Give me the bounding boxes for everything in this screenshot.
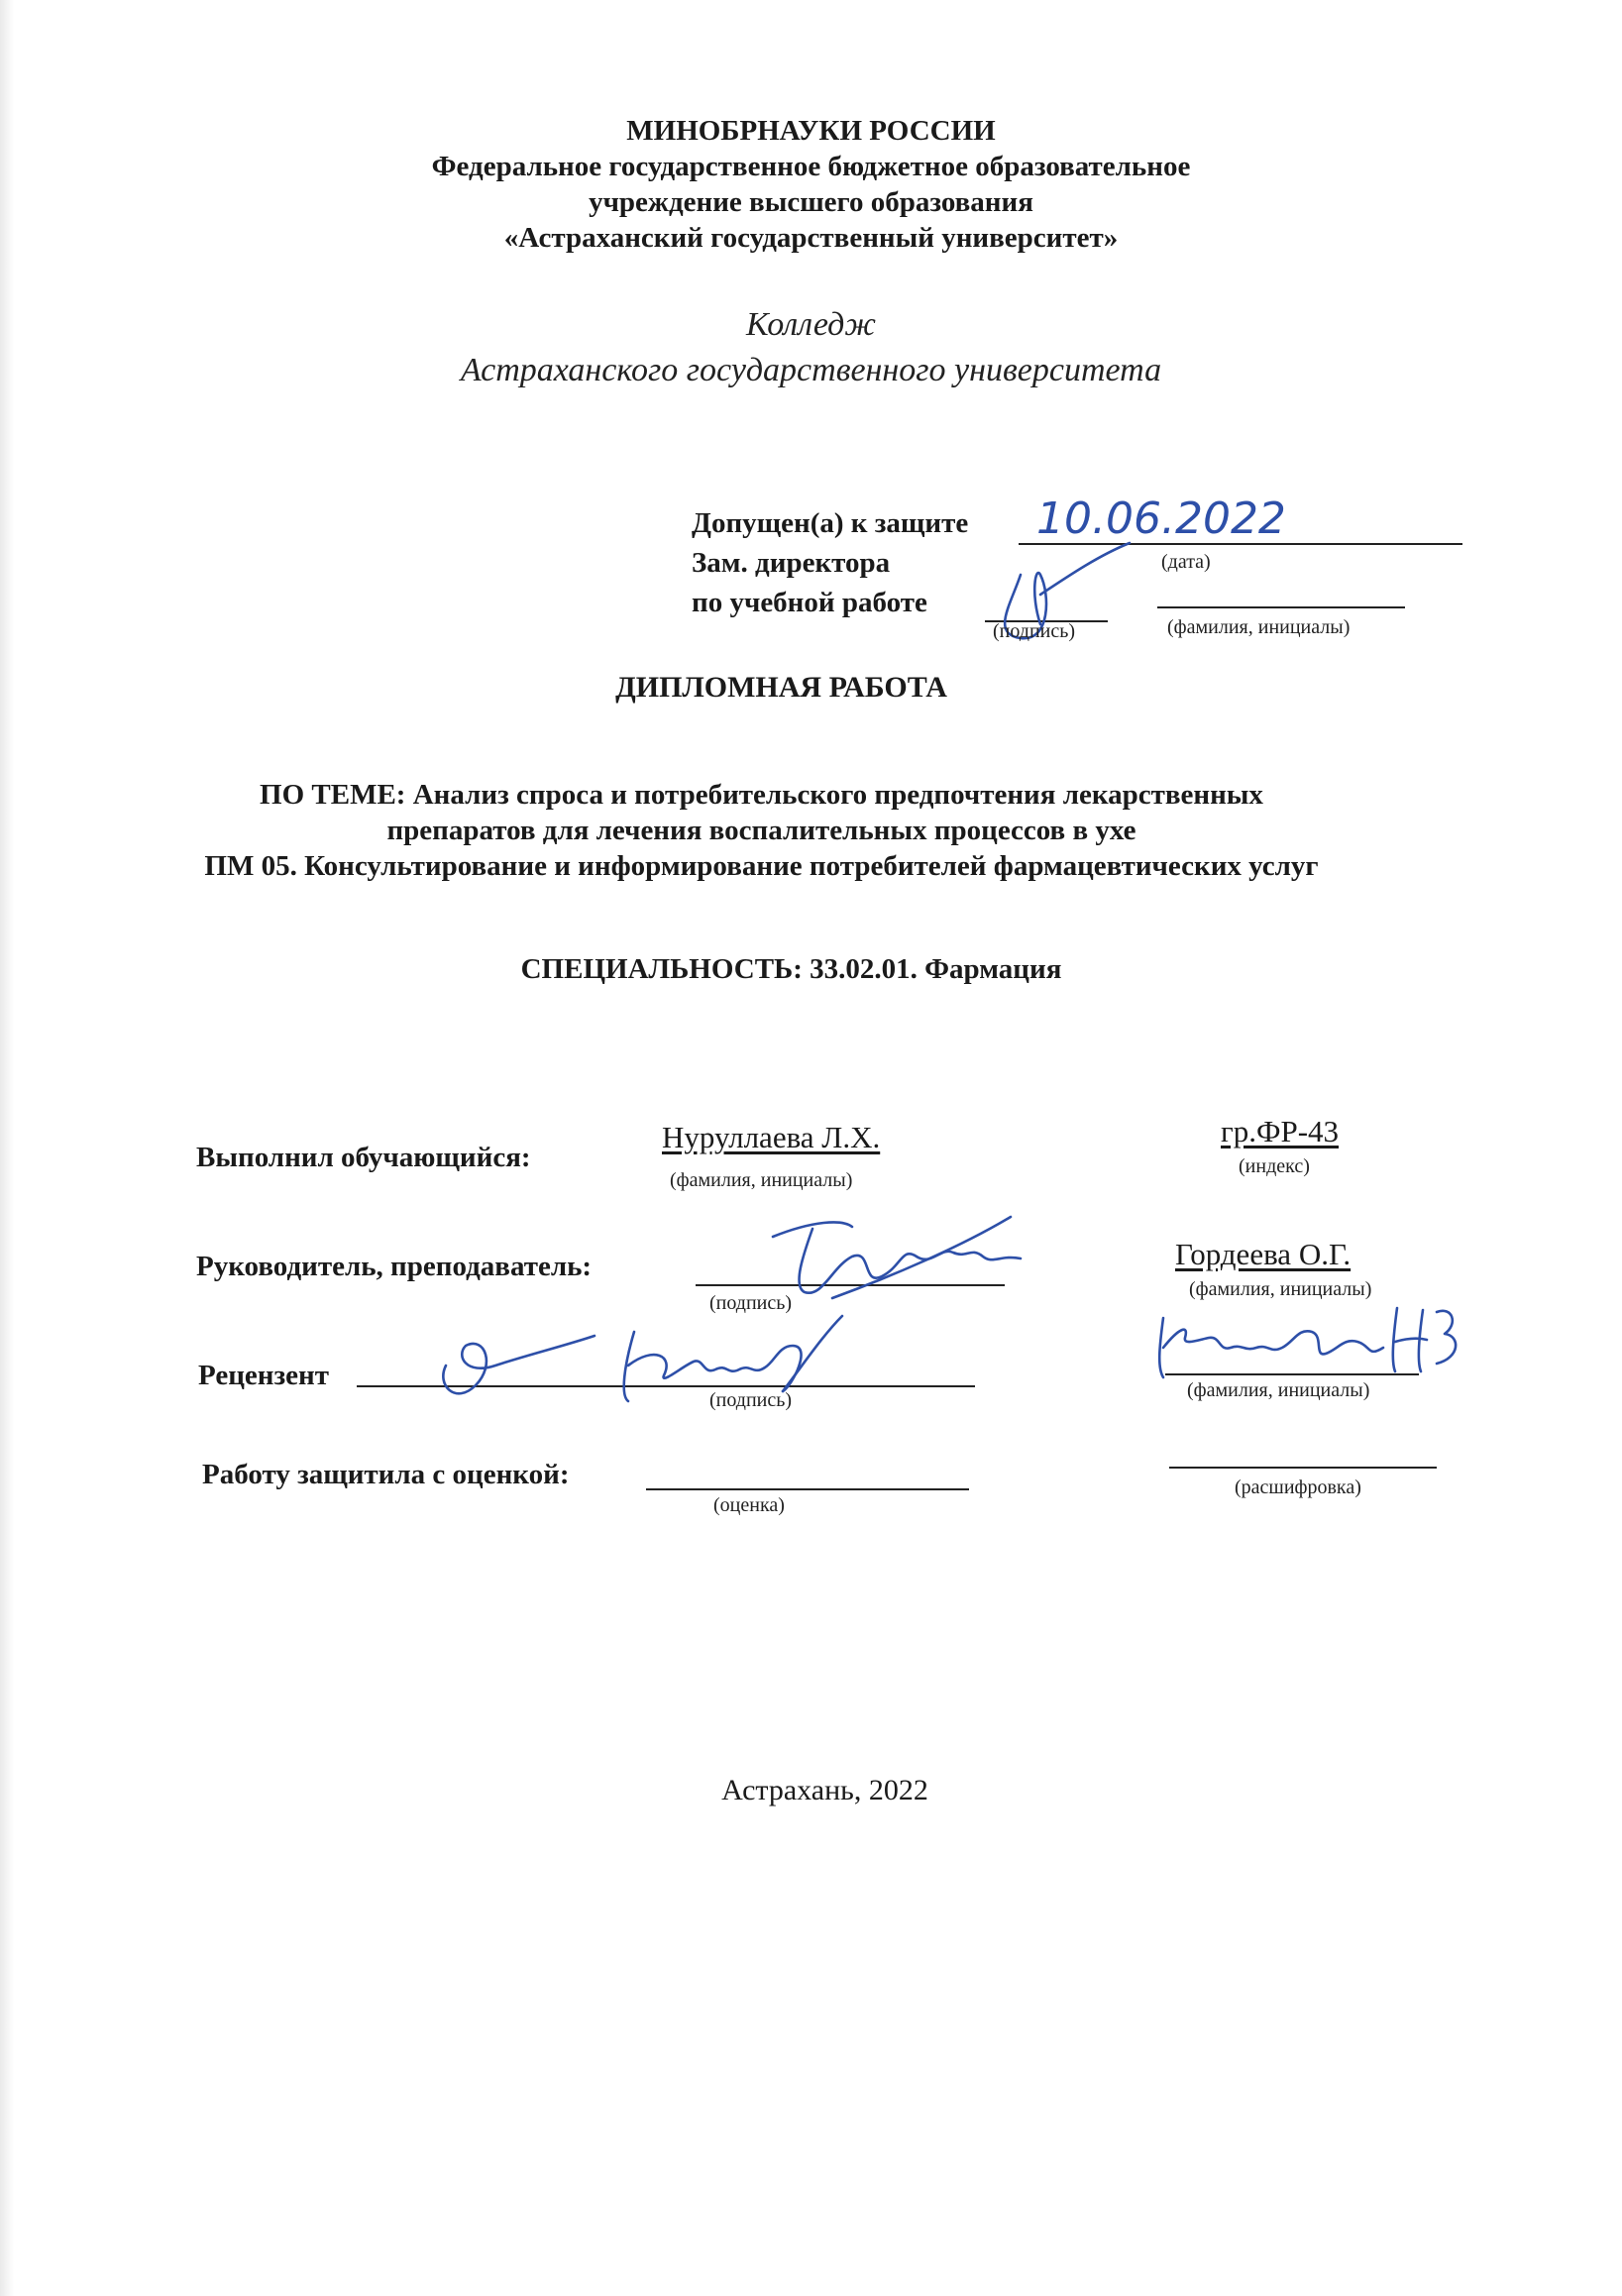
institution-type: Федеральное государственное бюджетное образовательное [431, 151, 1191, 182]
deputy-name-line [1157, 606, 1405, 608]
date-caption: (дата) [1161, 551, 1211, 573]
reviewer-name-handwritten [1149, 1288, 1466, 1387]
grade-caption: (оценка) [713, 1494, 785, 1516]
college-line-2: Астраханского государственного университета [460, 352, 1162, 388]
city-year: Астрахань, 2022 [721, 1774, 928, 1806]
institution-level: учреждение высшего образования [589, 186, 1033, 218]
ministry-title: МИНОБРНАУКИ РОССИИ [626, 115, 996, 147]
supervisor-name: Гордеева О.Г. [1175, 1237, 1352, 1271]
theme-line-3: ПМ 05. Консультирование и информирование потребителей фармацевтических услуг [204, 850, 1319, 882]
grade-line [646, 1488, 969, 1490]
university-name: «Астраханский государственный университет» [503, 222, 1119, 254]
reviewer-signature-caption: (подпись) [709, 1389, 793, 1411]
deputy-signature-caption: (подпись) [993, 620, 1076, 642]
grade-decode-line [1169, 1467, 1437, 1469]
student-group-caption: (индекс) [1239, 1155, 1310, 1177]
college-line-1: Колледж [745, 306, 876, 343]
grade-label: Работу защитила с оценкой: [202, 1459, 570, 1490]
reviewer-name-caption: (фамилия, инициалы) [1187, 1379, 1370, 1401]
grade-decode-caption: (расшифровка) [1235, 1476, 1361, 1498]
work-type: ДИПЛОМНАЯ РАБОТА [615, 671, 947, 704]
student-group: гр.ФР-43 [1221, 1114, 1340, 1148]
deputy-name-caption: (фамилия, инициалы) [1167, 616, 1351, 638]
student-name-caption: (фамилия, инициалы) [670, 1169, 853, 1191]
student-name: Нуруллаева Л.Х. [662, 1120, 881, 1154]
theme-line-1: ПО ТЕМЕ: Анализ спроса и потребительского предпочтения лекарственных [260, 779, 1263, 811]
deputy-label-1: Зам. директора [692, 547, 891, 579]
svg-text:10.06.2022: 10.06.2022 [1036, 493, 1286, 544]
admitted-label: Допущен(а) к защите [692, 507, 969, 539]
deputy-label-2: по учебной работе [692, 587, 927, 618]
supervisor-signature-caption: (подпись) [709, 1292, 793, 1314]
reviewer-label: Рецензент [198, 1360, 329, 1391]
specialty: СПЕЦИАЛЬНОСТЬ: 33.02.01. Фармация [520, 953, 1062, 985]
student-label: Выполнил обучающийся: [196, 1142, 531, 1173]
supervisor-label: Руководитель, преподаватель: [196, 1251, 593, 1282]
supervisor-name-caption: (фамилия, инициалы) [1189, 1278, 1372, 1300]
theme-line-2: препаратов для лечения воспалительных процессов в ухе [386, 815, 1136, 846]
